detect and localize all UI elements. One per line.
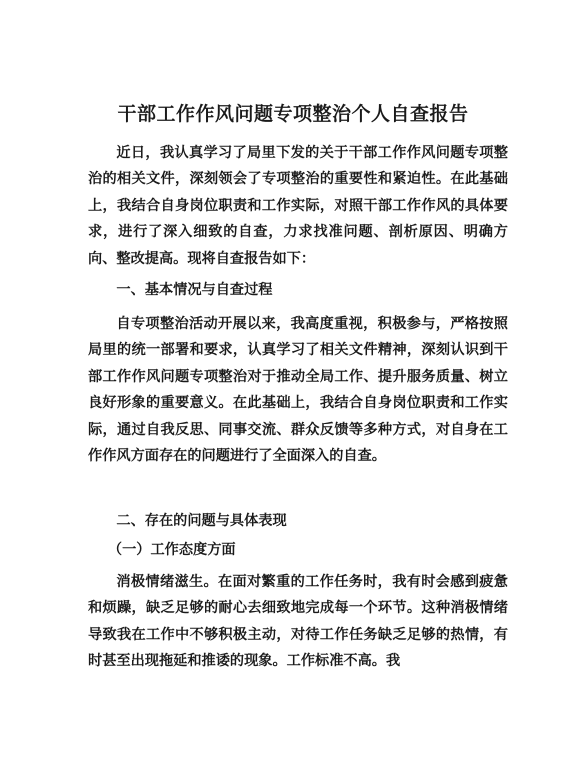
- section-2-heading: 二、存在的问题与具体表现: [116, 513, 287, 529]
- section-1-heading: 一、基本情况与自查过程: [116, 282, 273, 298]
- document-title: 干部工作作风问题专项整治个人自查报告: [117, 103, 469, 125]
- intro-paragraph: 近日，我认真学习了局里下发的关于干部工作作风问题专项整治的相关文件，深刻领会了专项整治的重要性和紧迫性。在此基础上，我结合自身岗位职责和工作实际，对照干部工作作风的具体要求，进行了深入细致的自查，力求找准问题、剖析原因、明确方向、整改提高。现将自查报告如下：: [88, 145, 508, 267]
- subsection-1-heading: （一）工作态度方面: [107, 542, 236, 558]
- section-1-paragraph: 自专项整治活动开展以来，我高度重视，积极参与，严格按照局里的统一部署和要求，认真学习了相关文件精神，深刻认识到干部工作作风问题专项整治对于推动全局工作、提升服务质量、树立良好形象的重要意义。在此基础上，我结合自身岗位职责和工作实际，通过自我反思、同事交流、群众反馈等多种方式，对自身在工作作风方面存在的问题进行了全面深入的自查。: [88, 316, 508, 465]
- subsection-1-paragraph: 消极情绪滋生。在面对繁重的工作任务时，我有时会感到疲惫和烦躁，缺乏足够的耐心去细致地完成每一个环节。这种消极情绪导致我在工作中不够积极主动，对待工作任务缺乏足够的热情，有时甚至出现拖延和推诿的现象。工作标准不高。我: [88, 574, 508, 670]
